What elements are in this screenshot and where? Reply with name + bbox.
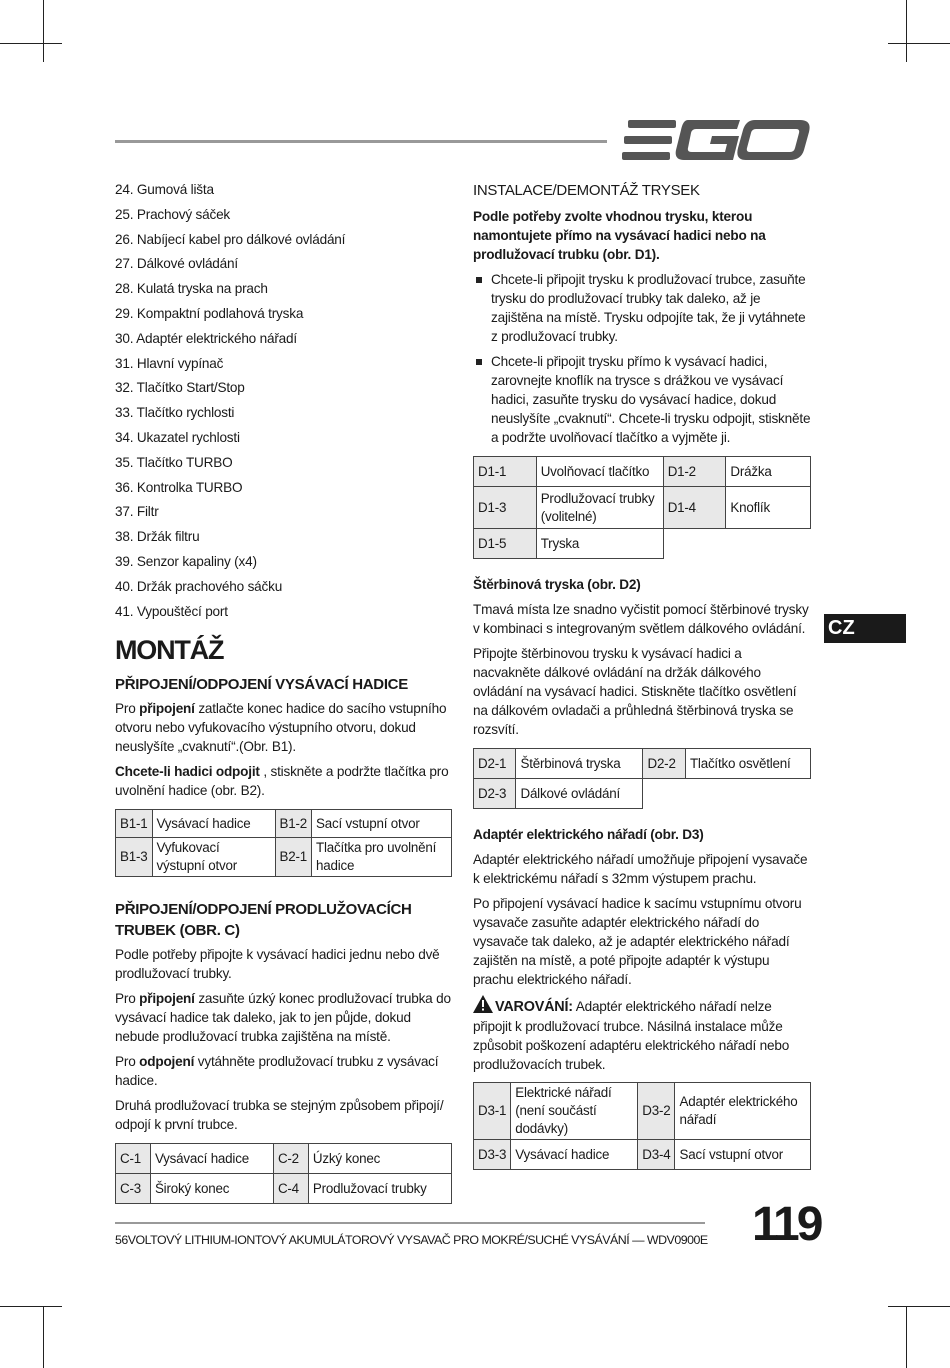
adapter-text-2: Po připojení vysávací hadice k sacímu vstupnímu otvoru vysavače zasuňte adaptér elektrického nářadí do vysavače tak daleko, až je adaptér elektrického nářadí zajištěn na místě, a poté připojte adaptér k výstupu prachu elektrického nářadí. <box>473 896 802 987</box>
footer-text: 56VOLTOVÝ LITHIUM-IONTOVÝ AKUMULÁTOROVÝ VYSAVAČ PRO MOKRÉ/SUCHÉ VYSÁVÁNÍ — WDV0900E <box>115 1233 708 1247</box>
table-row: D1-3 Prodlužovací trubky (volitelné) D1-4 Knoflík <box>474 487 811 529</box>
tubes-disconnect-text: Pro odpojení vytáhněte prodlužovací trubku z vysávací hadice. <box>115 1054 439 1089</box>
crop-mark <box>0 1306 62 1307</box>
page-number: 119 <box>752 1198 821 1251</box>
list-item: 30. Adaptér elektrického nářadí <box>115 330 297 346</box>
list-item: 40. Držák prachového sáčku <box>115 578 283 594</box>
hose-parts-table <box>115 809 452 877</box>
header-rule <box>115 140 607 143</box>
table-row: D1-5 Tryska <box>474 529 811 559</box>
table-row: C-3 Široký konec C-4 Prodlužovací trubky <box>116 1174 452 1204</box>
list-item: 31. Hlavní vypínač <box>115 355 224 371</box>
adapter-heading: Adaptér elektrického nářadí (obr. D3) <box>473 827 704 842</box>
language-tab: CZ <box>824 614 906 643</box>
table-row: C-1 Vysávací hadice C-2 Úzký konec <box>116 1144 452 1174</box>
footer-rule <box>115 1222 705 1224</box>
crop-mark <box>888 43 950 44</box>
list-item: 35. Tlačítko TURBO <box>115 454 233 470</box>
list-item: 26. Nabíjecí kabel pro dálkové ovládání <box>115 231 346 247</box>
crop-mark <box>906 0 907 62</box>
adapter-warning: VAROVÁNÍ: Adaptér elektrického nářadí nelze připojit k prodlužovací trubce. Násilná instalace může způsobit poškození adaptéru elektrického nářadí nebo prodlužovacích trubek. <box>473 995 811 1074</box>
tubes-text-1: Podle potřeby připojte k vysávací hadici jednu nebo dvě prodlužovací trubky. <box>115 947 440 982</box>
crop-mark <box>906 1306 907 1368</box>
crevice-parts-table <box>473 748 811 809</box>
table-row: D3-3 Vysávací hadice D3-4 Sací vstupní otvor <box>474 1140 811 1170</box>
hose-disconnect-text: Chcete-li hadici odpojit , stiskněte a podržte tlačítka pro uvolnění hadice (obr. B2). <box>115 764 449 799</box>
nozzles-bullet-2: Chcete-li připojit trysku přímo k vysávací hadici, zarovnejte knoflík na trysce s drážkou ve vysávací hadici, zasuňte trysku do vysávací hadice, dokud neuslyšíte „cvaknutí“. Chcete-li trysku odpojit, stiskněte a podržte uvolňovací tlačítko a vyjměte ji. <box>473 352 811 447</box>
crevice-text-1: Tmavá místa lze snadno vyčistit pomocí štěrbinové trysky v kombinaci s integrovaným světlem dálkového ovládání. <box>473 602 809 636</box>
warning-icon <box>473 995 493 1013</box>
left-column <box>115 178 453 1204</box>
table-row: B1-3 Vyfukovací výstupní otvor B2-1 Tlačítka pro uvolnění hadice <box>116 838 452 877</box>
list-item: 37. Filtr <box>115 504 159 520</box>
adapter-parts-table <box>473 1082 811 1170</box>
hose-connect-text: Pro připojení zatlačte konec hadice do sacího vstupního otvoru nebo vyfukovacího výstupního otvoru, dokud neuslyšíte „cvaknutí“.(Obr. B1). <box>115 701 447 755</box>
list-item: 41. Vypouštěcí port <box>115 603 228 619</box>
adapter-text-1: Adaptér elektrického nářadí umožňuje připojení vysavače k elektrickému nářadí s 32mm výstupem prachu. <box>473 852 808 886</box>
crevice-text-2: Připojte štěrbinovou trysku k vysávací hadici a nacvakněte dálkové ovládání na držák dálkového ovládání na vysávací hadici. Stiskněte tlačítko osvětlení na dálkovém ovladači a průhledná štěrbinová tryska se rozsvítí. <box>473 646 797 737</box>
list-item: 39. Senzor kapaliny (x4) <box>115 553 257 569</box>
tubes-connect-text: Pro připojení zasuňte úzký konec prodlužovací trubka do vysávací hadice tak daleko, jak to jen půjde, dokud nebude prodlužovací trubka zajištěna na místě. <box>115 991 451 1045</box>
list-item: 24. Gumová lišta <box>115 182 214 197</box>
crop-mark <box>0 43 62 44</box>
tubes-heading: PŘIPOJENÍ/ODPOJENÍ PRODLUŽOVACÍCH TRUBEK (OBR. C) <box>115 901 412 940</box>
crop-mark <box>43 1306 44 1368</box>
section-title-montaz: MONTÁŽ <box>115 635 224 666</box>
list-item: 38. Držák filtru <box>115 529 200 545</box>
list-item: 34. Ukazatel rychlosti <box>115 429 240 445</box>
hose-heading: PŘIPOJENÍ/ODPOJENÍ VYSÁVACÍ HADICE <box>115 676 408 694</box>
list-item: 33. Tlačítko rychlosti <box>115 405 235 421</box>
nozzles-parts-table <box>473 456 811 559</box>
nozzles-heading: INSTALACE/DEMONTÁŽ TRYSEK <box>473 182 700 199</box>
list-item: 29. Kompaktní podlahová tryska <box>115 305 304 321</box>
list-item: 32. Tlačítko Start/Stop <box>115 380 245 396</box>
list-item: 25. Prachový sáček <box>115 206 231 222</box>
crop-mark <box>888 1306 950 1307</box>
table-row: B1-1 Vysávací hadice B1-2 Sací vstupní otvor <box>116 810 452 838</box>
list-item: 27. Dálkové ovládání <box>115 256 238 272</box>
table-row: D1-1 Uvolňovací tlačítko D1-2 Drážka <box>474 457 811 487</box>
crop-mark <box>43 0 44 62</box>
ego-logo <box>622 118 810 162</box>
right-column <box>473 180 811 1170</box>
parts-list <box>115 178 453 624</box>
nozzles-intro: Podle potřeby zvolte vhodnou trysku, kterou namontujete přímo na vysávací hadici nebo na prodlužovací trubku (obr. D1). <box>473 209 766 262</box>
nozzles-bullet-1: Chcete-li připojit trysku k prodlužovací trubce, zasuňte trysku do prodlužovací trubky tak daleko, až je zajištěna na místě. Trysku odpojíte tak, že ji vytáhnete z prodlužovací trubky. <box>473 270 811 346</box>
list-item: 36. Kontrolka TURBO <box>115 479 243 495</box>
list-item: 28. Kulatá tryska na prach <box>115 281 268 297</box>
table-row: D3-1 Elektrické nářadí (není součástí dodávky) D3-2 Adaptér elektrického nářadí <box>474 1083 811 1140</box>
tubes-text-4: Druhá prodlužovací trubka se stejným způsobem připojí/ odpojí k první trubce. <box>115 1098 444 1133</box>
table-row: D2-3 Dálkové ovládání <box>474 779 811 809</box>
crevice-heading: Štěrbinová tryska (obr. D2) <box>473 577 641 592</box>
table-row: D2-1 Štěrbinová tryska D2-2 Tlačítko osvětlení <box>474 749 811 779</box>
tubes-parts-table <box>115 1143 452 1204</box>
